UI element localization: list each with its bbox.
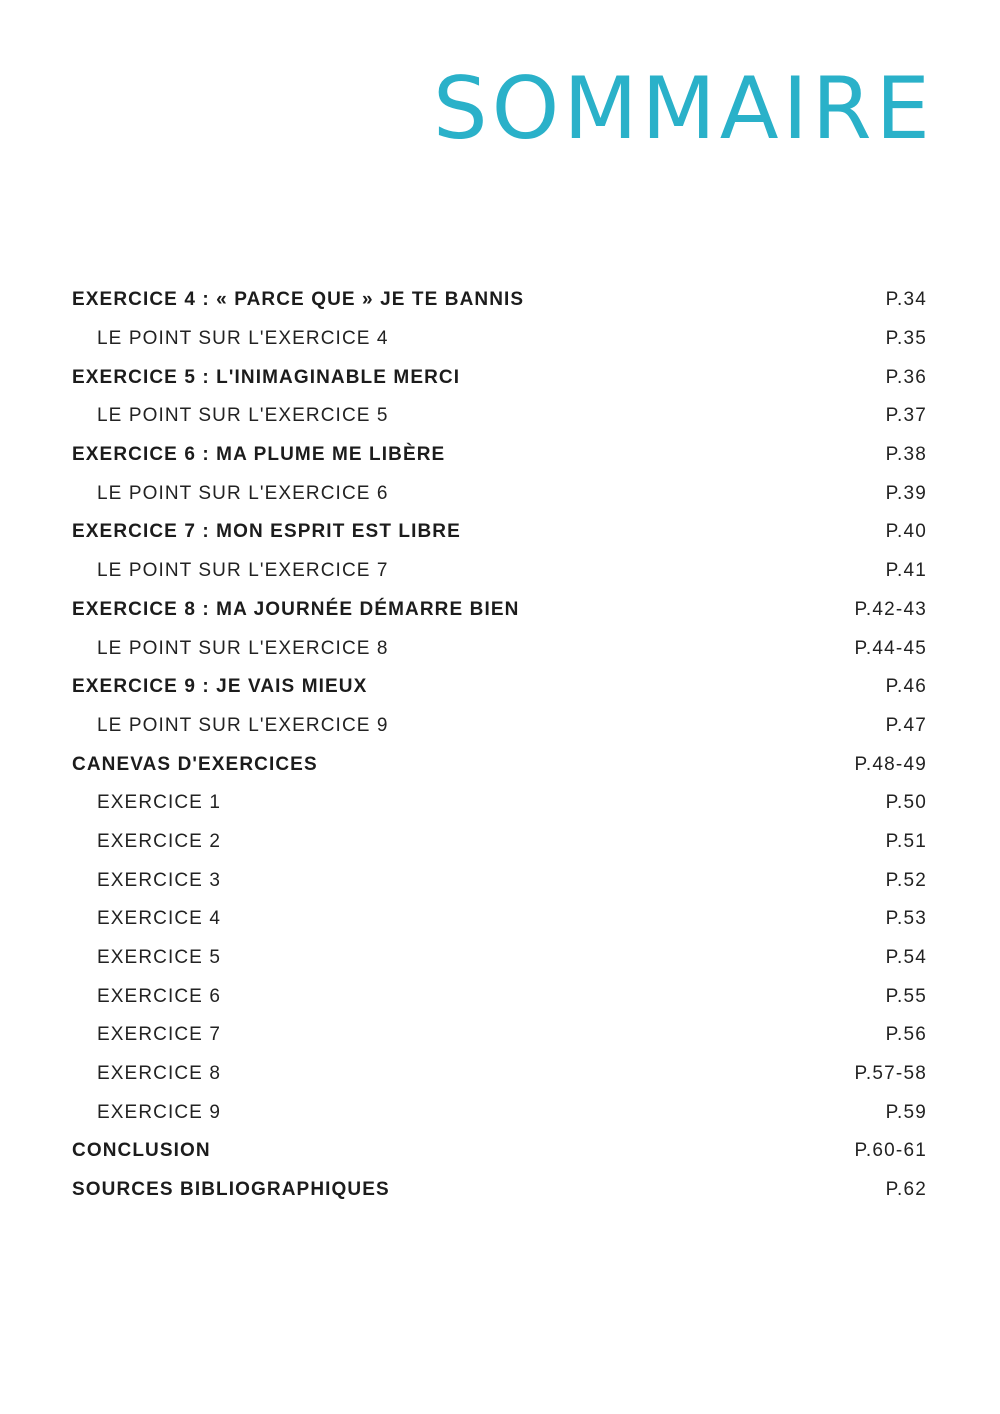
toc-entry-label: EXERCICE 6 [97,985,221,1007]
toc-entry-page: P.37 [885,405,927,427]
toc-entry-label: EXERCICE 9 [97,1101,221,1123]
toc-entry-page: P.51 [885,830,927,852]
toc-entry-page: P.59 [885,1101,927,1123]
toc-entry-label: LE POINT SUR L'EXERCICE 8 [97,637,389,659]
toc-entry-page: P.50 [885,792,927,814]
toc-entry-label: LE POINT SUR L'EXERCICE 5 [97,405,389,427]
toc-entry[interactable] [72,823,927,862]
toc-entry-label: EXERCICE 1 [97,792,221,814]
toc-entry-page: P.52 [885,869,927,891]
toc-entry-page: P.41 [885,560,927,582]
table-of-contents [72,281,927,1210]
toc-entry-label: EXERCICE 7 : MON ESPRIT EST LIBRE [72,521,461,543]
toc-entry-page: P.48-49 [854,753,927,775]
toc-entry-page: P.34 [885,289,927,311]
toc-entry-label: SOURCES BIBLIOGRAPHIQUES [72,1179,390,1201]
toc-entry-label: EXERCICE 8 : MA JOURNÉE DÉMARRE BIEN [72,598,520,620]
toc-entry-page: P.39 [885,482,927,504]
page-title: SOMMAIRE [433,59,934,159]
toc-entry[interactable] [72,281,927,320]
toc-entry[interactable] [72,900,927,939]
toc-entry-label: EXERCICE 7 [97,1024,221,1046]
toc-entry-page: P.60-61 [854,1140,927,1162]
toc-entry[interactable] [72,1132,927,1171]
toc-entry-page: P.42-43 [854,598,927,620]
toc-entry-label: LE POINT SUR L'EXERCICE 9 [97,714,389,736]
toc-entry-page: P.36 [885,366,927,388]
toc-entry-page: P.38 [885,444,927,466]
toc-entry-label: EXERCICE 4 [97,908,221,930]
toc-entry[interactable] [72,474,927,513]
toc-entry-page: P.54 [885,947,927,969]
toc-entry-label: EXERCICE 5 [97,947,221,969]
toc-entry-label: EXERCICE 6 : MA PLUME ME LIBÈRE [72,444,446,466]
toc-entry[interactable] [72,1055,927,1094]
toc-entry-page: P.55 [885,985,927,1007]
toc-entry-page: P.44-45 [854,637,927,659]
toc-entry[interactable] [72,707,927,746]
toc-entry-page: P.57-58 [854,1063,927,1085]
toc-entry-label: EXERCICE 5 : L'INIMAGINABLE MERCI [72,366,461,388]
toc-entry[interactable] [72,513,927,552]
toc-entry[interactable] [72,629,927,668]
toc-entry-page: P.53 [885,908,927,930]
toc-entry[interactable] [72,1016,927,1055]
toc-entry[interactable] [72,552,927,591]
toc-entry[interactable] [72,436,927,475]
toc-entry-label: EXERCICE 9 : JE VAIS MIEUX [72,676,368,698]
toc-entry-page: P.35 [885,328,927,350]
toc-entry-page: P.40 [885,521,927,543]
toc-entry[interactable] [72,668,927,707]
toc-entry-label: LE POINT SUR L'EXERCICE 7 [97,560,389,582]
toc-entry[interactable] [72,358,927,397]
toc-entry[interactable] [72,320,927,359]
toc-entry[interactable] [72,591,927,630]
toc-entry[interactable] [72,939,927,978]
toc-entry[interactable] [72,1093,927,1132]
toc-entry[interactable] [72,397,927,436]
toc-entry[interactable] [72,977,927,1016]
toc-entry-label: CANEVAS D'EXERCICES [72,753,318,775]
toc-entry[interactable] [72,784,927,823]
toc-entry-label: LE POINT SUR L'EXERCICE 4 [97,328,389,350]
toc-entry-page: P.62 [885,1179,927,1201]
toc-entry-label: LE POINT SUR L'EXERCICE 6 [97,482,389,504]
toc-entry[interactable] [72,861,927,900]
toc-entry-page: P.46 [885,676,927,698]
toc-entry-label: CONCLUSION [72,1140,211,1162]
toc-entry-page: P.47 [885,714,927,736]
toc-entry-label: EXERCICE 4 : « PARCE QUE » JE TE BANNIS [72,289,525,311]
toc-entry-label: EXERCICE 3 [97,869,221,891]
toc-entry[interactable] [72,745,927,784]
toc-entry-label: EXERCICE 8 [97,1063,221,1085]
toc-entry-page: P.56 [885,1024,927,1046]
toc-entry[interactable] [72,1171,927,1210]
toc-entry-label: EXERCICE 2 [97,830,221,852]
